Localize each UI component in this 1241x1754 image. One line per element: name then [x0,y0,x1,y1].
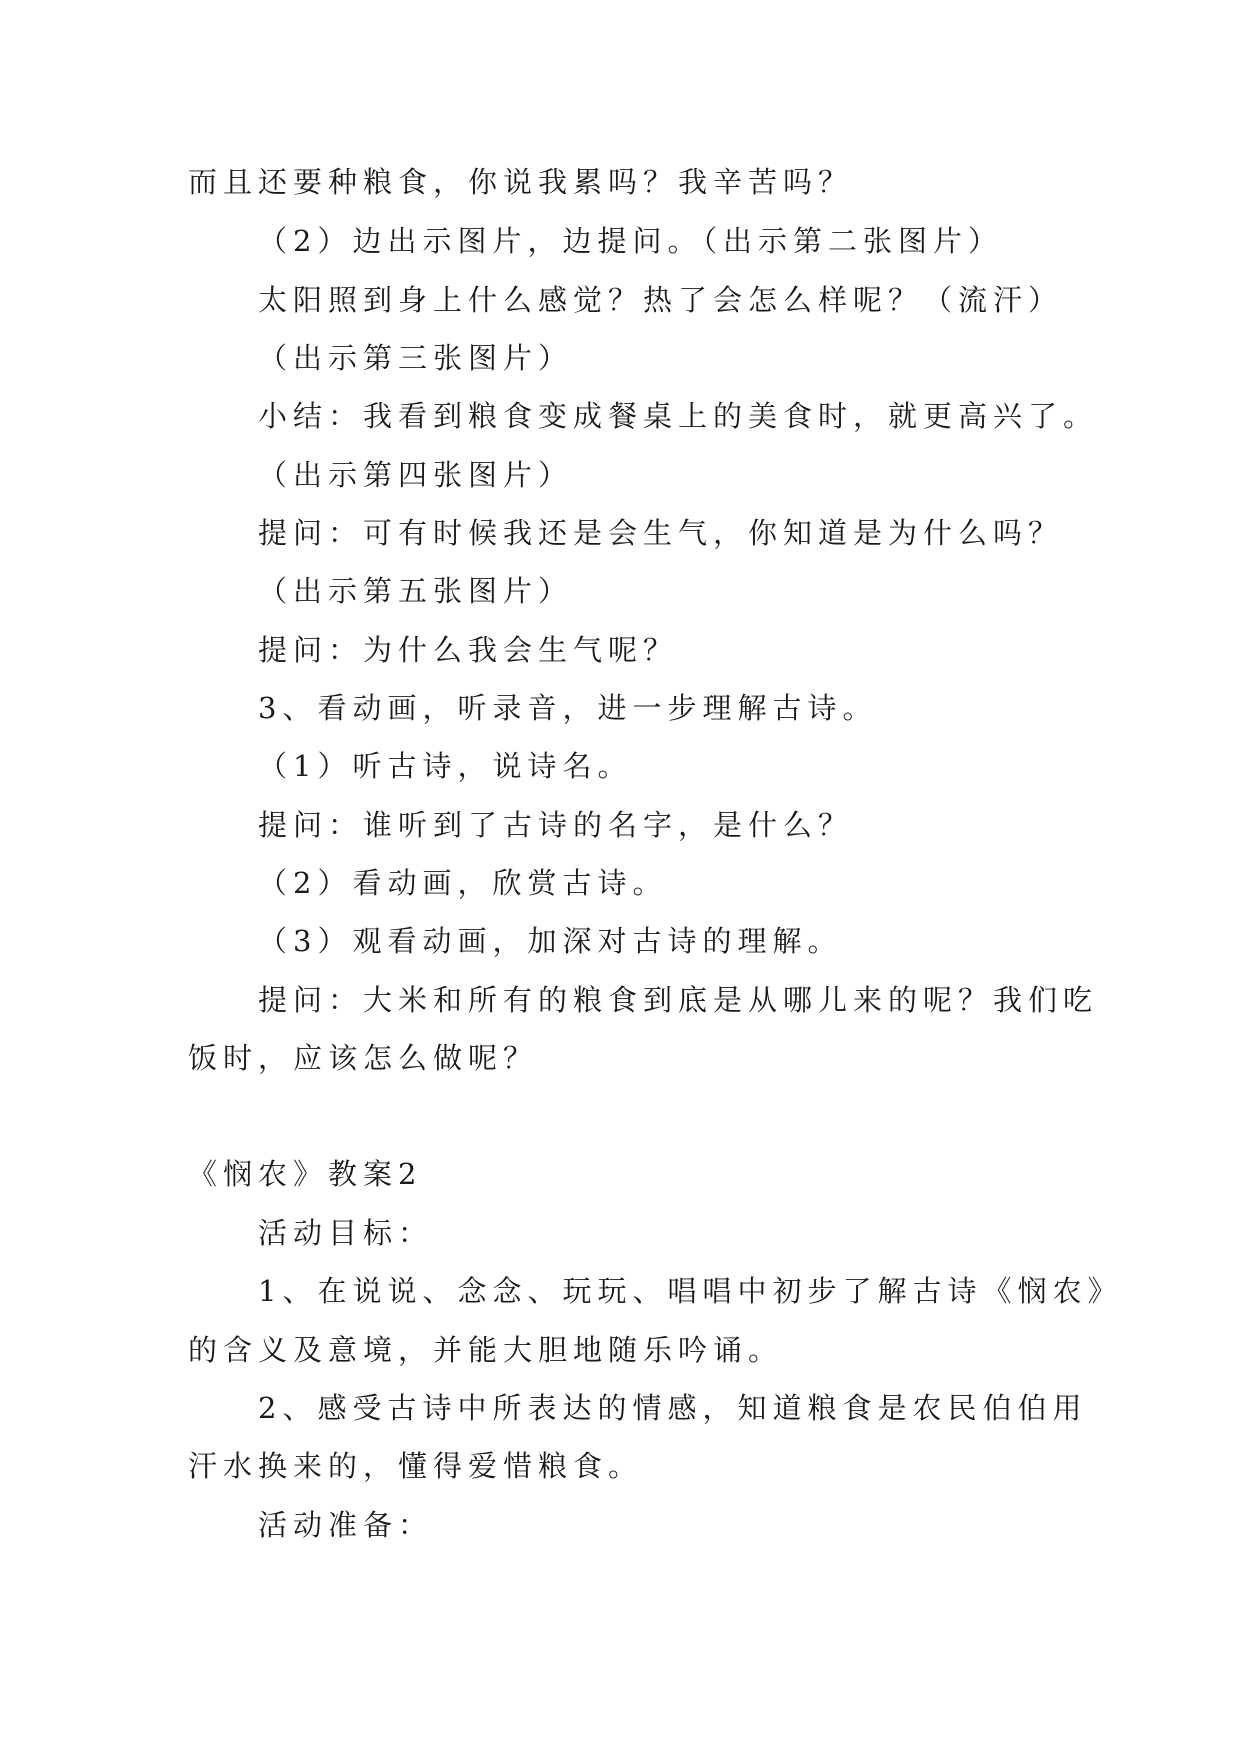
text-line: 提问：谁听到了古诗的名字，是什么？ [258,808,854,842]
text-line: （3）观看动画，加深对古诗的理解。 [258,924,843,958]
text-line: （出示第四张图片） [258,458,574,492]
text-line: 3、看动画，听录音，进一步理解古诗。 [258,691,878,725]
text-line: （2）边出示图片，边提问。（出示第二张图片） [258,224,1003,258]
text-line: （1）听古诗，说诗名。 [258,749,633,783]
text-line: 而且还要种粮食，你说我累吗？我辛苦吗？ [188,165,854,199]
text-line: 活动准备： [258,1508,434,1542]
text-line: 小结：我看到粮食变成餐桌上的美食时，就更高兴了。 [258,399,1099,433]
text-line: 的含义及意境，并能大胆地随乐吟诵。 [188,1333,784,1367]
text-line: 提问：可有时候我还是会生气，你知道是为什么吗？ [258,516,1064,550]
text-line: （2）看动画，欣赏古诗。 [258,866,668,900]
text-line: 活动目标： [258,1216,434,1250]
text-line: （出示第五张图片） [258,574,574,608]
text-line: 提问：大米和所有的粮食到底是从哪儿来的呢？我们吃 [258,983,1099,1017]
text-line: （出示第三张图片） [258,341,574,375]
text-line: 汗水换来的，懂得爱惜粮食。 [188,1449,644,1483]
text-line: 提问：为什么我会生气呢？ [258,633,679,667]
text-line: 1、在说说、念念、玩玩、唱唱中初步了解古诗《悯农》 [258,1274,1123,1308]
section-heading: 《悯农》教案2 [188,1157,423,1191]
text-line: 2、感受古诗中所表达的情感，知道粮食是农民伯伯用 [258,1391,1088,1425]
text-line: 太阳照到身上什么感觉？热了会怎么样呢？（流汗） [258,283,1064,317]
text-line: 饭时，应该怎么做呢？ [188,1041,539,1075]
